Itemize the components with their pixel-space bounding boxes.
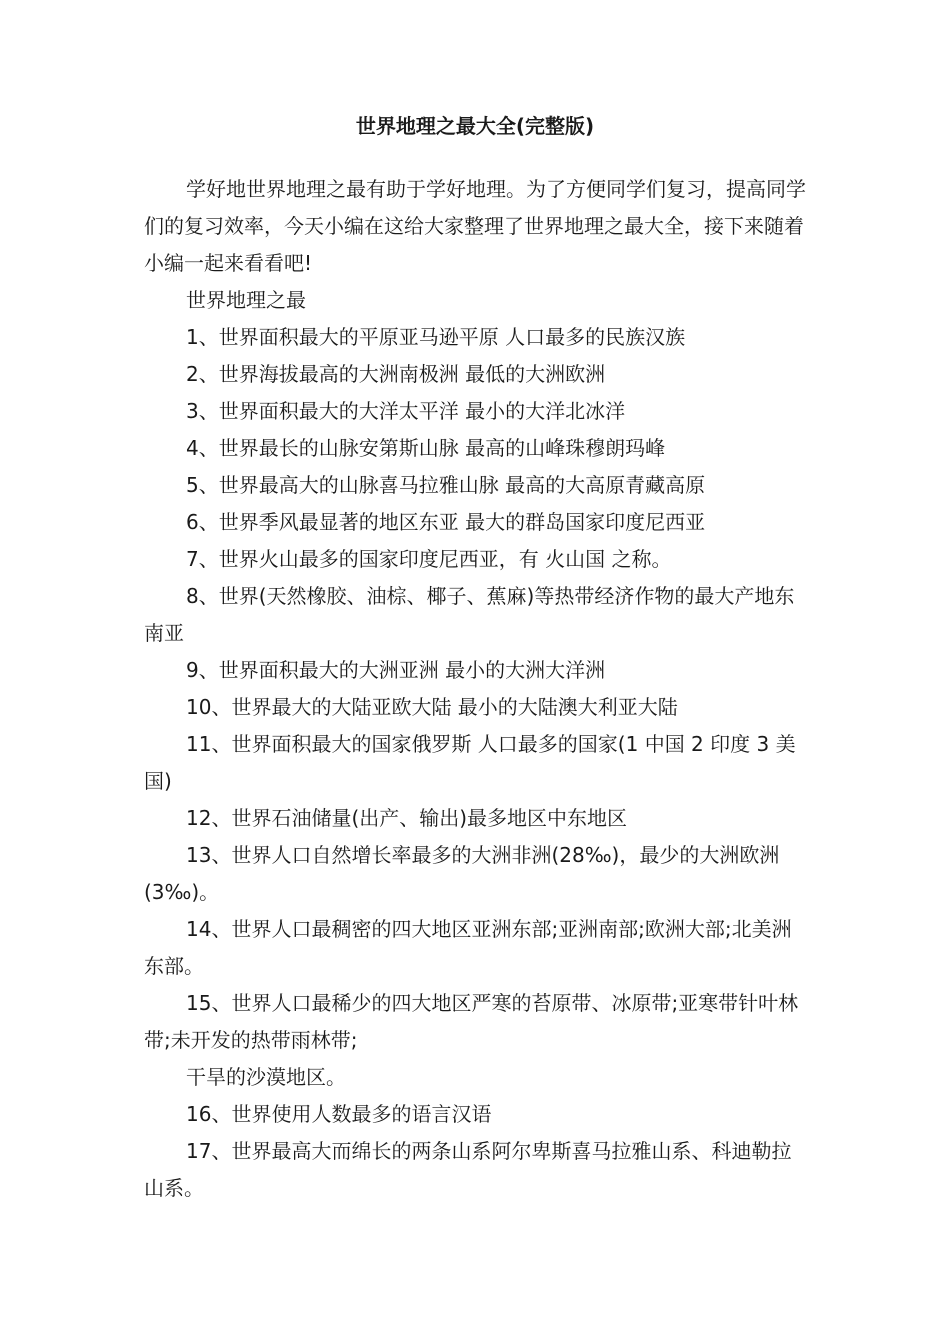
list-item-continuation: 干旱的沙漠地区。 bbox=[186, 1065, 346, 1089]
list-item: 17、世界最高大而绵长的两条山系阿尔卑斯喜马拉雅山系、科迪勒拉山系。 bbox=[144, 1139, 792, 1200]
list-item: 3、世界面积最大的大洋太平洋 最小的大洋北冰洋 bbox=[186, 399, 626, 423]
document-body bbox=[144, 171, 810, 1207]
list-item: 9、世界面积最大的大洲亚洲 最小的大洲大洋洲 bbox=[186, 658, 606, 682]
list-item: 2、世界海拔最高的大洲南极洲 最低的大洲欧洲 bbox=[186, 362, 606, 386]
list-item: 11、世界面积最大的国家俄罗斯 人口最多的国家(1 中国 2 印度 3 美国) bbox=[144, 732, 796, 793]
section-heading: 世界地理之最 bbox=[186, 288, 306, 312]
list-item: 6、世界季风最显著的地区东亚 最大的群岛国家印度尼西亚 bbox=[186, 510, 706, 534]
list-item: 8、世界(天然橡胶、油棕、椰子、蕉麻)等热带经济作物的最大产地东南亚 bbox=[144, 584, 795, 645]
list-item: 7、世界火山最多的国家印度尼西亚，有 火山国 之称。 bbox=[186, 547, 672, 571]
list-item: 5、世界最高大的山脉喜马拉雅山脉 最高的大高原青藏高原 bbox=[186, 473, 706, 497]
list-item: 12、世界石油储量(出产、输出)最多地区中东地区 bbox=[186, 806, 628, 830]
list-item: 4、世界最长的山脉安第斯山脉 最高的山峰珠穆朗玛峰 bbox=[186, 436, 666, 460]
list-item: 15、世界人口最稀少的四大地区严寒的苔原带、冰原带;亚寒带针叶林带;未开发的热带雨林带; bbox=[144, 991, 799, 1052]
list-item: 10、世界最大的大陆亚欧大陆 最小的大陆澳大利亚大陆 bbox=[186, 695, 678, 719]
list-item: 16、世界使用人数最多的语言汉语 bbox=[186, 1102, 492, 1126]
list-item: 13、世界人口自然增长率最多的大洲非洲(28‰)，最少的大洲欧洲(3‰)。 bbox=[144, 843, 780, 904]
page-title: 世界地理之最大全(完整版) bbox=[355, 114, 595, 138]
list-item: 14、世界人口最稠密的四大地区亚洲东部;亚洲南部;欧洲大部;北美洲东部。 bbox=[144, 917, 792, 978]
intro-paragraph: 学好地世界地理之最有助于学好地理。为了方便同学们复习，提高同学们的复习效率，今天小编在这给大家整理了世界地理之最大全，接下来随着小编一起来看看吧! bbox=[144, 177, 806, 275]
list-item: 1、世界面积最大的平原亚马逊平原 人口最多的民族汉族 bbox=[186, 325, 686, 349]
